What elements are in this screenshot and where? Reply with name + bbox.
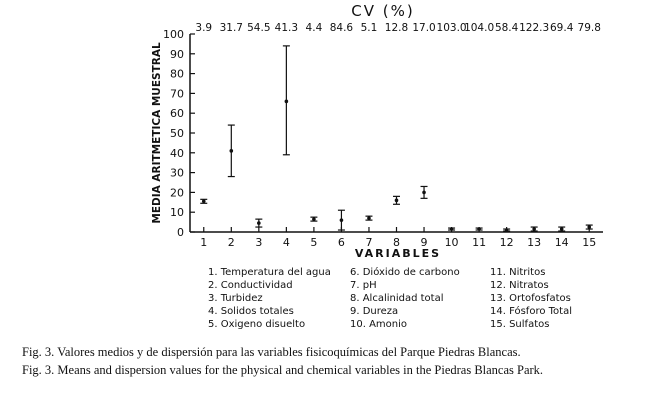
y-tick-label: 70 [170, 87, 184, 101]
y-axis-title: MEDIA ARITMETICA MUESTRAL [151, 42, 163, 224]
variables-legend [208, 266, 572, 330]
cv-axis-title: CV (%) [351, 2, 415, 20]
legend-item: 13. Ortofosfatos [490, 293, 571, 304]
x-tick-label: 9 [420, 236, 428, 249]
cv-value-label: 103.0 [436, 22, 467, 34]
cv-value-label: 84.6 [329, 22, 354, 34]
legend-item: 2. Conductividad [208, 280, 293, 291]
mean-point [477, 227, 481, 231]
y-tick-label: 40 [170, 146, 184, 160]
cv-value-label: 69.4 [550, 22, 574, 34]
y-tick-label: 90 [170, 47, 184, 61]
cv-value-label: 79.8 [577, 22, 601, 34]
legend-item: 9. Dureza [350, 306, 399, 317]
legend-item: 15. Sulfatos [490, 319, 550, 330]
legend-item: 10. Amonio [350, 319, 408, 330]
mean-point [505, 228, 509, 232]
cv-value-label: 58.4 [494, 22, 519, 34]
mean-point [560, 227, 564, 231]
cv-value-label: 104.0 [464, 22, 495, 34]
legend-item: 1. Temperatura del agua [208, 267, 331, 278]
x-tick-label: 4 [282, 236, 290, 249]
x-tick-label: 2 [227, 236, 235, 249]
cv-value-label: 17.0 [412, 22, 436, 34]
y-tick-label: 80 [170, 67, 184, 81]
y-tick-label: 30 [170, 166, 184, 180]
figure-caption-english: Fig. 3. Means and dispersion values for the physical and chemical variables in the Piedras Blancas Park. [22, 363, 544, 377]
y-tick-label: 0 [177, 226, 184, 239]
x-tick-label: 1 [200, 236, 208, 249]
x-tick-label: 7 [365, 236, 373, 249]
cv-value-label: 122.3 [519, 22, 550, 34]
cv-value-label: 54.5 [247, 22, 271, 34]
x-tick-label: 15 [582, 236, 597, 249]
legend-item: 5. Oxigeno disuelto [208, 319, 306, 330]
x-tick-label: 6 [337, 236, 345, 249]
y-tick-label: 100 [163, 28, 184, 41]
mean-point [257, 221, 261, 225]
mean-point [450, 227, 454, 231]
mean-point [312, 217, 316, 221]
cv-value-label: 4.4 [305, 22, 323, 34]
mean-point [587, 225, 591, 229]
x-tick-label: 13 [527, 236, 542, 249]
legend-item: 11. Nitritos [490, 267, 546, 278]
mean-point [422, 191, 426, 195]
legend-item: 14. Fósforo Total [490, 306, 572, 317]
y-tick-label: 50 [170, 127, 184, 140]
figure-caption-spanish: Fig. 3. Valores medios y de dispersión para las variables fisicoquímicas del Parque Piedras Blancas. [22, 345, 521, 359]
x-tick-label: 8 [393, 236, 400, 249]
mean-point [202, 200, 206, 204]
cv-value-label: 3.9 [195, 22, 213, 34]
mean-point [532, 227, 536, 231]
cv-value-label: 41.3 [274, 22, 299, 34]
mean-point [367, 216, 371, 220]
cv-value-label: 31.7 [219, 22, 243, 34]
legend-item: 3. Turbidez [208, 293, 263, 304]
legend-item: 8. Alcalinidad total [350, 293, 444, 304]
y-tick-label: 20 [170, 186, 184, 200]
mean-point [395, 199, 399, 203]
x-axis-title: VARIABLES [354, 247, 442, 260]
error-bars-group [200, 46, 592, 232]
mean-point [285, 100, 289, 104]
y-tick-label: 60 [170, 107, 184, 121]
x-tick-label: 14 [554, 236, 569, 249]
x-tick-label: 10 [444, 236, 459, 249]
x-tick-label: 3 [255, 236, 263, 249]
legend-item: 7. pH [350, 280, 377, 291]
x-tick-label: 12 [499, 236, 514, 249]
x-ticks-group [200, 227, 596, 249]
cv-value-label: 12.8 [384, 22, 409, 34]
legend-item: 12. Nitratos [490, 280, 549, 291]
legend-item: 6. Dióxido de carbono [350, 267, 460, 278]
mean-point [340, 218, 344, 222]
legend-item: 4. Solidos totales [208, 306, 294, 317]
y-tick-label: 10 [170, 206, 184, 220]
x-tick-label: 5 [310, 236, 318, 249]
cv-labels-group [195, 22, 601, 34]
x-tick-label: 11 [472, 236, 487, 249]
cv-value-label: 5.1 [360, 22, 378, 34]
mean-point [230, 149, 234, 153]
